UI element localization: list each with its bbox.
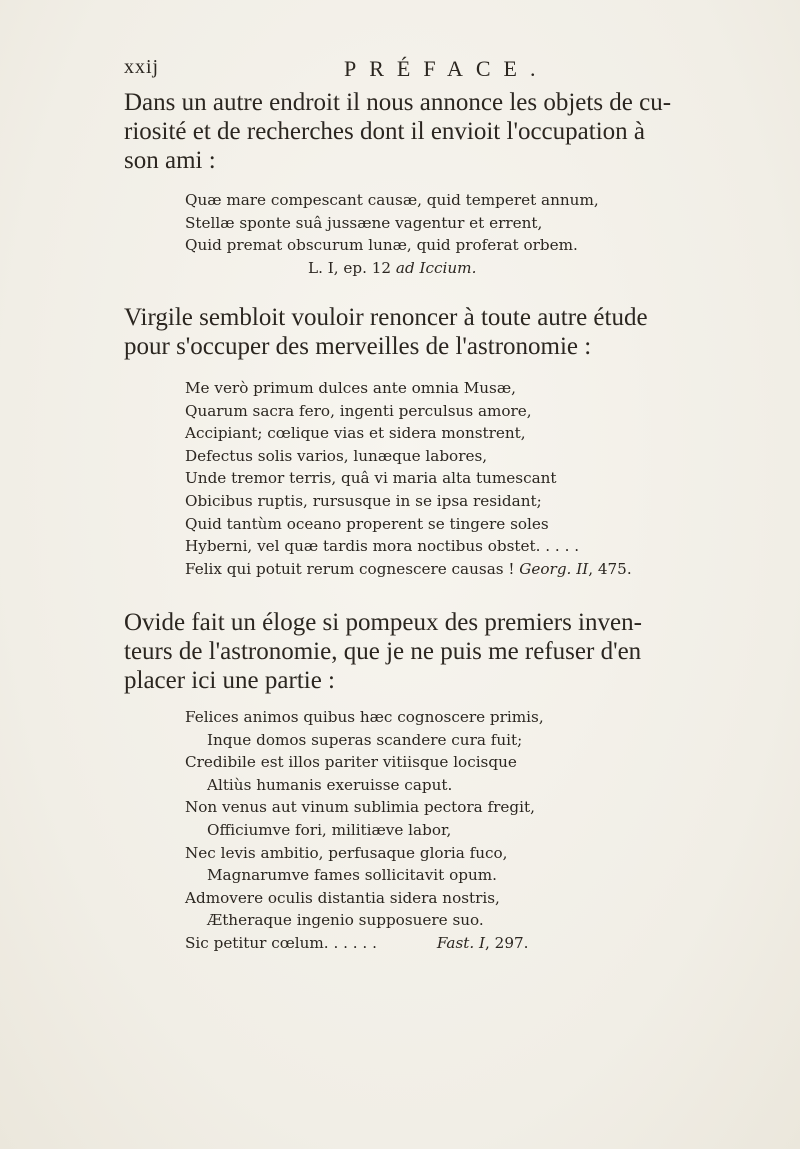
verse-quote-horace (185, 189, 685, 279)
verse-citation (185, 257, 685, 280)
citation-work: Fast. I (436, 933, 486, 952)
paragraph-line: Virgile sembloit vouloir renoncer à toute autre étude (124, 304, 648, 331)
verse-line: Me verò primum dulces ante omnia Musæ, (185, 379, 516, 397)
verse-line: Ætheraque ingenio supposuere suo. (207, 911, 484, 930)
verse-line: Quid premat obscurum lunæ, quid proferat orbem. (185, 236, 578, 255)
page-number: xxij (124, 56, 160, 78)
paragraph-line: placer ici une partie : (124, 667, 335, 694)
verse-quote-virgil (185, 377, 685, 580)
page-header (124, 56, 684, 86)
paragraph-line: son ami : (124, 147, 216, 174)
citation-reference: , 297. (485, 933, 529, 952)
verse-line: Felices animos quibus hæc cognoscere primis, (185, 708, 544, 726)
verse-line: Magnarumve fames sollicitavit opum. (207, 866, 497, 885)
verse-line: Hyberni, vel quæ tardis mora noctibus obstet. . . . . (185, 537, 580, 556)
verse-line: Officiumve fori, militiæve labor, (207, 820, 452, 839)
citation-reference: L. I, ep. 12 (308, 258, 392, 277)
verse-line-with-citation (185, 558, 685, 581)
citation-reference: , 475. (588, 559, 632, 578)
citation-work: Georg. II (519, 559, 589, 578)
verse-line: Obicibus ruptis, rursusque in se ipsa residant; (185, 491, 542, 510)
verse-line: Quæ mare compescant causæ, quid temperet annum, (185, 191, 599, 209)
verse-line: Quid tantùm oceano properent se tingere soles (185, 514, 549, 533)
paragraph-1 (124, 88, 684, 175)
verse-line: Credibile est illos pariter vitiisque locisque (185, 753, 517, 772)
verse-line: Inque domos superas scandere cura fuit; (207, 730, 523, 749)
verse-quote-ovid (185, 706, 685, 955)
verse-line-with-citation (185, 932, 685, 955)
paragraph-2 (124, 303, 684, 361)
verse-line: Quarum sacra fero, ingenti perculsus amore, (185, 401, 532, 420)
paragraph-line: teurs de l'astronomie, que je ne puis me refuser d'en (124, 638, 642, 665)
verse-text: Sic petitur cœlum. . . . . . (185, 933, 377, 952)
running-title: PRÉFACE. (344, 56, 549, 81)
paragraph-3 (124, 608, 684, 695)
paragraph-line: riosité et de recherches dont il envioit l'occupation à (124, 118, 645, 145)
paragraph-line: pour s'occuper des merveilles de l'astronomie : (124, 333, 592, 360)
verse-line: Stellæ sponte suâ jussæne vagentur et errent, (185, 213, 543, 232)
citation-work: ad Iccium. (395, 258, 477, 277)
verse-text: Felix qui potuit rerum cognescere causas ! (185, 559, 515, 578)
verse-line: Accipiant; cœliquе vias et sidera monstrent, (185, 424, 526, 443)
verse-line: Defectus solis varios, lunæque labores, (185, 446, 488, 465)
verse-line: Non venus aut vinum sublimia pectora fregit, (185, 798, 535, 817)
verse-line: Nec levis ambitio, perfusaque gloria fuco, (185, 843, 508, 862)
paragraph-line: Ovide fait un éloge si pompeux des premiers inven- (124, 609, 642, 636)
verse-line: Unde tremor terris, quâ vi maria alta tumescant (185, 469, 557, 488)
paragraph-line: Dans un autre endroit il nous annonce les objets de cu- (124, 89, 672, 116)
verse-line: Altiùs humanis exeruisse caput. (207, 775, 453, 794)
verse-line: Admovere oculis distantia sidera nostris, (185, 888, 500, 907)
